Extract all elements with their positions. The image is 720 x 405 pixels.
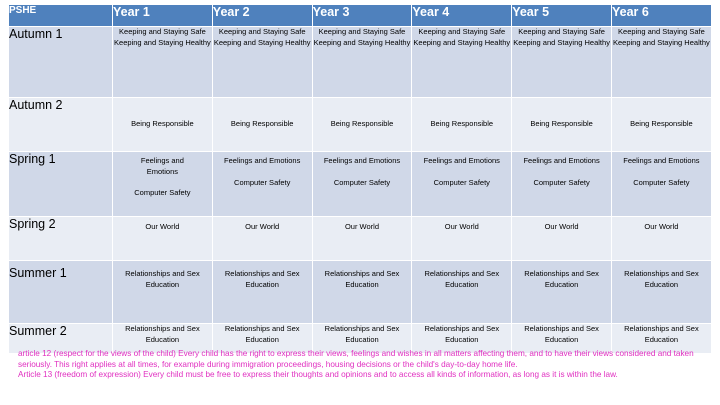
topic-line: Keeping and Staying Healthy [313, 37, 411, 47]
topic-cell: Relationships and Sex Education [212, 324, 312, 354]
topic-line: Keeping and Staying Healthy [114, 37, 211, 47]
topic-cell [512, 152, 612, 217]
topic-line: Feelings and Emotions [623, 156, 700, 165]
topic-cell: Relationships and Sex Education [212, 261, 312, 324]
corner-label: PSHE [9, 5, 113, 27]
year-6-header: Year 6 [611, 5, 711, 27]
year-4-header: Year 4 [412, 5, 512, 27]
topic-cell: Relationships and Sex Education [312, 261, 412, 324]
topic-line: Computer Safety [333, 177, 391, 187]
topic-cell: Being Responsible [412, 98, 512, 152]
topic-line: Keeping and Staying Safe [418, 27, 506, 36]
topic-cell: Relationships and Sex Education [512, 261, 612, 324]
topic-cell [611, 152, 711, 217]
topic-cell: Our World [113, 217, 213, 261]
topic-cell [212, 27, 312, 98]
topic-cell: Being Responsible [611, 98, 711, 152]
header-row [9, 5, 712, 27]
topic-cell: Our World [611, 217, 711, 261]
topic-cell [412, 27, 512, 98]
topic-cell: Our World [312, 217, 412, 261]
table-row [9, 27, 712, 98]
topic-line: Computer Safety [633, 177, 690, 187]
topic-cell: Relationships and Sex Education [512, 324, 612, 354]
topic-cell: Being Responsible [312, 98, 412, 152]
topic-cell: Relationships and Sex Education [113, 261, 213, 324]
pshe-curriculum-table [8, 4, 712, 354]
topic-line: Keeping and Staying Safe [618, 27, 705, 36]
topic-line: Keeping and Staying Safe [518, 27, 605, 36]
table-row [9, 261, 712, 324]
topic-cell [611, 27, 711, 98]
topic-cell: Relationships and Sex Education [312, 324, 412, 354]
topic-line: Feelings and Emotions [323, 156, 401, 165]
topic-line: Feelings and Emotions [140, 156, 184, 176]
term-label: Summer 1 [9, 261, 113, 324]
topic-line: Keeping and Staying Safe [318, 27, 406, 36]
topic-cell [212, 152, 312, 217]
topic-line: Keeping and Staying Healthy [513, 37, 610, 47]
topic-line: Feelings and Emotions [523, 156, 600, 165]
topic-line: Computer Safety [533, 177, 590, 187]
topic-cell [412, 152, 512, 217]
term-label: Autumn 1 [9, 27, 113, 98]
topic-line: Keeping and Staying Healthy [613, 37, 710, 47]
topic-cell [312, 27, 412, 98]
topic-line: Feelings and Emotions [423, 156, 500, 165]
article-12-note: article 12 (respect for the views of the child) Every child has the right to express their views, feelings and wishes in all matters affecting them, and to have their views considered and taken seriously. This right applies at all times, for example during immigration proceedings, housing decisions or the child's day-to-day home life. [18, 349, 694, 369]
topic-cell: Being Responsible [212, 98, 312, 152]
term-label: Spring 1 [9, 152, 113, 217]
topic-line: Keeping and Staying Healthy [213, 37, 311, 47]
topic-line: Computer Safety [134, 188, 191, 197]
year-2-header: Year 2 [212, 5, 312, 27]
topic-cell: Being Responsible [512, 98, 612, 152]
year-3-header: Year 3 [312, 5, 412, 27]
year-5-header: Year 5 [512, 5, 612, 27]
topic-cell: Being Responsible [113, 98, 213, 152]
topic-cell: Relationships and Sex Education [611, 261, 711, 324]
rights-notes [18, 349, 708, 381]
topic-line: Keeping and Staying Safe [119, 27, 206, 36]
topic-cell: Relationships and Sex Education [412, 324, 512, 354]
term-label: Summer 2 [9, 324, 113, 354]
topic-cell: Relationships and Sex Education [113, 324, 213, 354]
topic-cell: Our World [212, 217, 312, 261]
topic-cell [113, 27, 213, 98]
article-13-note: Article 13 (freedom of expression) Every child must be free to express their thoughts and opinions and to access all kinds of information, as long as it is within the law. [18, 370, 618, 380]
topic-cell: Our World [512, 217, 612, 261]
topic-cell [512, 27, 612, 98]
topic-cell: Relationships and Sex Education [412, 261, 512, 324]
topic-cell: Our World [412, 217, 512, 261]
topic-cell [312, 152, 412, 217]
topic-line: Feelings and Emotions [224, 156, 301, 165]
table-row [9, 98, 712, 152]
term-label: Spring 2 [9, 217, 113, 261]
topic-line: Keeping and Staying Healthy [413, 37, 511, 47]
topic-line: Computer Safety [433, 177, 490, 187]
table-row [9, 152, 712, 217]
topic-cell: Relationships and Sex Education [611, 324, 711, 354]
year-1-header: Year 1 [113, 5, 213, 27]
topic-line: Computer Safety [234, 177, 291, 187]
term-label: Autumn 2 [9, 98, 113, 152]
table-row [9, 217, 712, 261]
topic-cell [113, 152, 213, 217]
topic-line: Keeping and Staying Safe [218, 27, 306, 36]
